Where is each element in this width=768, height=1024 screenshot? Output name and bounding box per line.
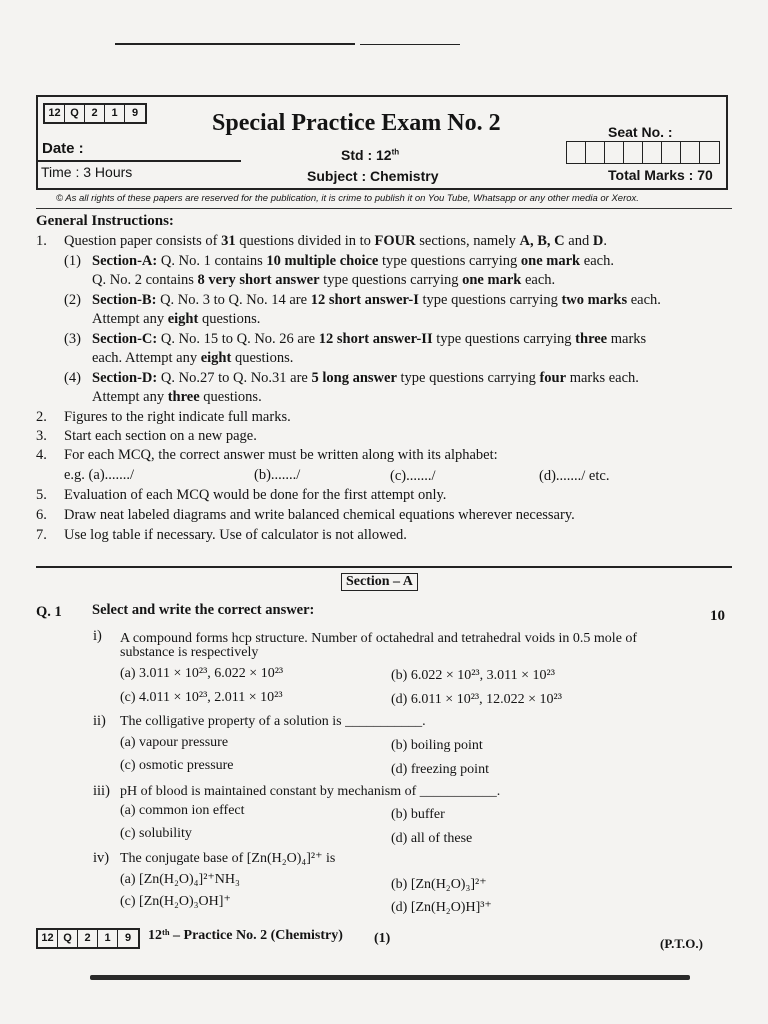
subquestion-text: pH of blood is maintained constant by mechanism of ___________. [120, 784, 501, 799]
option: (b) [Zn(H₂O)₃]²⁺ [391, 877, 487, 892]
time-divider [36, 160, 241, 162]
instruction-item: 6. Draw neat labeled diagrams and write balanced chemical equations wherever necessary. [36, 507, 575, 523]
page-number: (1) [374, 931, 391, 946]
instruction-item: (4) Section-D: Q. No.27 to Q. No.31 are 5 long answer type questions carrying four marks each. [64, 370, 639, 386]
date-label: Date : [42, 140, 84, 157]
option: (b) boiling point [391, 738, 483, 753]
footer-paper-code: 12 Q 2 1 9 [36, 928, 140, 949]
option: (d) [Zn(H₂O)H]³⁺ [391, 900, 492, 915]
question-marks: 10 [710, 608, 725, 624]
top-rule-right [360, 44, 460, 45]
instruction-item: 4. For each MCQ, the correct answer must be written along with its alphabet: [36, 447, 498, 463]
total-marks: Total Marks : 70 [608, 167, 713, 183]
seat-number-grid [566, 141, 720, 164]
paper-code: 12 Q 2 1 9 [43, 103, 147, 124]
instruction-item: Attempt any three questions. [92, 389, 262, 405]
option: (b) 6.022 × 10²³, 3.011 × 10²³ [391, 668, 555, 683]
subquestion-number: i) [93, 628, 102, 644]
subquestion-text: substance is respectively [120, 645, 259, 660]
question-number: Q. 1 [36, 604, 62, 620]
subquestion-text: A compound forms hcp structure. Number of octahedral and tetrahedral voids in 0.5 mole of [120, 631, 638, 646]
instruction-item: (1) Section-A: Q. No. 1 contains 10 multiple choice type questions carrying one mark each. [64, 253, 614, 269]
bottom-rule [90, 975, 690, 980]
header-bottom-rule [36, 208, 732, 209]
section-heading: Section – A [341, 573, 418, 591]
instruction-item: 5. Evaluation of each MCQ would be done for the first attempt only. [36, 487, 447, 503]
instruction-item: Q. No. 2 contains 8 very short answer type questions carrying one mark each. [92, 272, 556, 288]
instruction-item: (3) Section-C: Q. No. 15 to Q. No. 26 are 12 short answer-II type questions carrying three marks [64, 331, 647, 347]
mcq-example: (d)......./ etc. [539, 468, 610, 484]
subject-label: Subject : Chemistry [307, 168, 439, 184]
subquestion-number: ii) [93, 713, 106, 729]
mcq-example: (c)......./ [390, 468, 436, 484]
subquestion-text: The colligative property of a solution is ___________. [120, 714, 426, 729]
subquestion-text: The conjugate base of [Zn(H₂O)₄]²⁺ is [120, 851, 336, 866]
option: (a) 3.011 × 10²³, 6.022 × 10²³ [120, 666, 284, 681]
instruction-item: 1. Question paper consists of 31 questions divided in to FOUR sections, namely A, B, C and D. [36, 233, 607, 249]
subquestion-number: iii) [93, 783, 110, 799]
option: (d) 6.011 × 10²³, 12.022 × 10²³ [391, 692, 562, 707]
option: (c) 4.011 × 10²³, 2.011 × 10²³ [120, 690, 283, 705]
section-rule [36, 566, 732, 568]
instruction-item: 2. Figures to the right indicate full marks. [36, 409, 291, 425]
option: (c) osmotic pressure [120, 758, 234, 773]
copyright-notice: © As all rights of these papers are reserved for the publication, it is crime to publish it on You Tube, Whatsapp or any other media or Xerox. [56, 193, 639, 204]
instruction-item: 7. Use log table if necessary. Use of calculator is not allowed. [36, 527, 407, 543]
mcq-example: (b)......./ [254, 467, 301, 483]
option: (d) freezing point [391, 762, 489, 777]
instruction-item: 3. Start each section on a new page. [36, 428, 257, 444]
option: (c) [Zn(H₂O)₃OH]⁺ [120, 894, 231, 909]
option: (b) buffer [391, 807, 445, 822]
time-label: Time : 3 Hours [41, 164, 133, 180]
option: (c) solubility [120, 826, 192, 841]
option: (a) vapour pressure [120, 735, 229, 750]
top-rule [115, 43, 355, 45]
mcq-example: e.g. (a)......./ [64, 467, 135, 483]
footer-title: 12ᵗʰ – Practice No. 2 (Chemistry) [148, 928, 343, 943]
std-label: Std : 12th [341, 147, 400, 163]
seat-label: Seat No. : [608, 124, 673, 140]
page-title: Special Practice Exam No. 2 [212, 110, 501, 136]
instructions-heading: General Instructions: [36, 213, 174, 229]
subquestion-number: iv) [93, 850, 110, 866]
pto-label: (P.T.O.) [660, 936, 703, 951]
question-prompt: Select and write the correct answer: [92, 602, 315, 618]
option: (a) common ion effect [120, 803, 245, 818]
instruction-item: Attempt any eight questions. [92, 311, 261, 327]
option: (d) all of these [391, 831, 473, 846]
option: (a) [Zn(H₂O)₄]²⁺NH₃ [120, 872, 240, 887]
instruction-item: (2) Section-B: Q. No. 3 to Q. No. 14 are 12 short answer-I type questions carrying two marks each. [64, 292, 661, 308]
instruction-item: each. Attempt any eight questions. [92, 350, 294, 366]
